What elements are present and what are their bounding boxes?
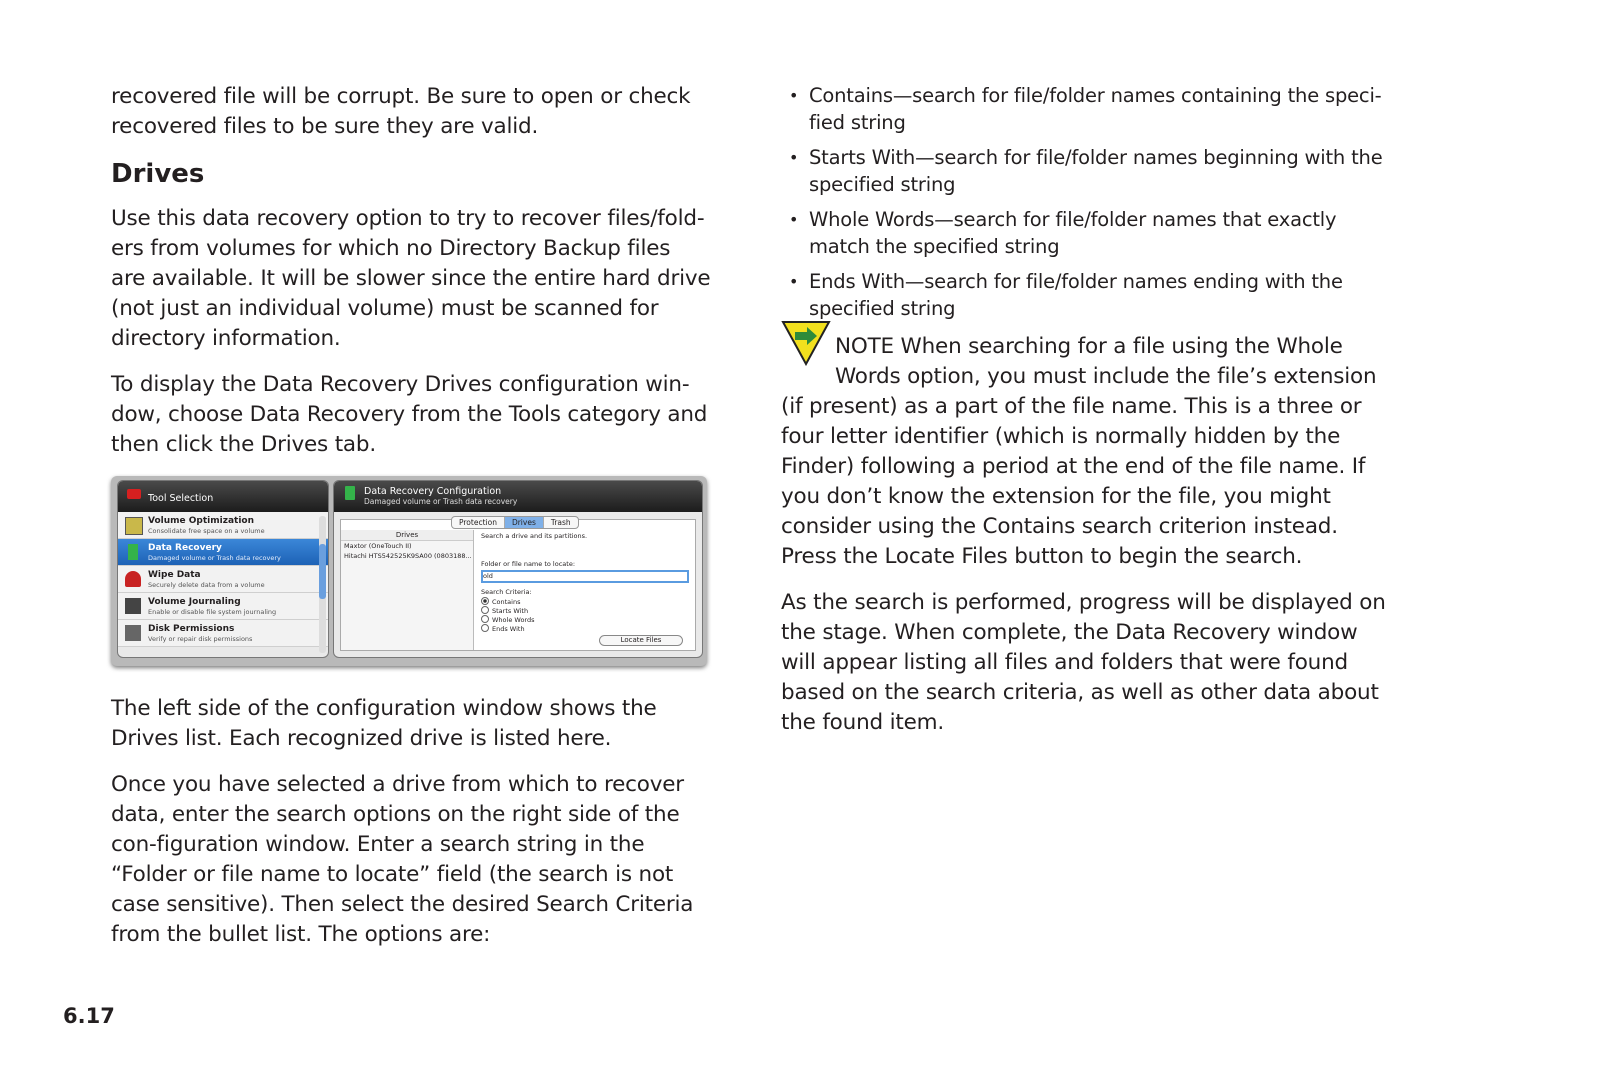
note-block (781, 332, 1391, 572)
tool-item-volume-journaling[interactable] (118, 593, 328, 620)
magnet-icon (125, 571, 141, 587)
config-tabs (451, 516, 579, 529)
tool-name: Wipe Data (148, 570, 201, 580)
paragraph-continued: recovered file will be corrupt. Be sure to open or check recovered files to be sure they are valid. (111, 84, 691, 139)
paragraph-search-progress: As the search is performed, progress will be displayed on the stage. When complete, the Data Recovery window will appear listing all files and folders that were found based on the search criteria, as well as other data about the found item. (781, 590, 1386, 735)
tool-desc: Verify or repair disk permissions (148, 635, 253, 643)
data-recovery-icon (128, 544, 138, 560)
tool-name: Disk Permissions (148, 624, 235, 634)
tool-item-disk-permissions[interactable] (118, 620, 328, 647)
search-criteria-list (781, 82, 1391, 322)
radio-whole-words[interactable]: Whole Words (481, 615, 535, 624)
tool-name: Data Recovery (148, 543, 222, 553)
config-subtitle: Damaged volume or Trash data recovery (364, 497, 518, 506)
tool-selection-title: Tool Selection (148, 493, 214, 504)
folder-name-input[interactable]: old (481, 570, 689, 583)
radio-contains[interactable]: Contains (481, 597, 520, 606)
radio-starts-with[interactable]: Starts With (481, 606, 528, 615)
drive-item[interactable]: Hitachi HTS542525K9SA00 (0803188... (344, 552, 472, 560)
document-icon (345, 486, 355, 500)
list-item: • Starts With—search for file/folder names beginning with the specified string (809, 144, 1391, 198)
toolbox-icon (127, 489, 141, 499)
drives-list-header: Drives (341, 530, 473, 541)
locate-files-button[interactable]: Locate Files (599, 635, 683, 646)
tool-desc: Consolidate free space on a volume (148, 527, 265, 535)
list-item: • Whole Words—search for file/folder names that exactly match the specified string (809, 206, 1391, 260)
tab-drives[interactable]: Drives (505, 517, 544, 528)
tool-list-scrollbar[interactable] (319, 516, 326, 653)
list-item: • Contains—search for file/folder names containing the speci-fied string (809, 82, 1391, 136)
tool-name: Volume Optimization (148, 516, 254, 526)
optimization-icon (125, 517, 143, 535)
drives-list (341, 530, 474, 650)
journaling-icon (125, 598, 141, 614)
left-column (111, 82, 711, 966)
paragraph-left-side: The left side of the configuration window shows the Drives list. Each recognized drive is listed here. (111, 696, 657, 751)
tool-name: Volume Journaling (148, 597, 241, 607)
section-heading-drives: Drives (111, 159, 205, 189)
paragraph-drives-intro: Use this data recovery option to try to recover files/fold-ers from volumes for which no Directory Backup files are available. It will be slower since the entire hard drive (not just an individual volume) must be scanned for directory information. (111, 206, 711, 351)
tool-item-volume-optimization[interactable] (118, 512, 328, 539)
scrollbar-thumb[interactable] (319, 544, 326, 599)
tool-selection-header (118, 481, 328, 512)
drives-configuration-screenshot (111, 476, 707, 666)
note-text: NOTE When searching for a file using the Whole Words option, you must include the file’s extension (if present) as a part of the file name. This is a three or four letter identifier (which is normally hidden by the Finder) following a period at the end of the file name. If you don’t know the extension for the file, you might consider using the Contains search criterion instead. Press the Locate Files button to begin the search. (781, 334, 1377, 569)
tab-trash[interactable]: Trash (550, 518, 571, 527)
note-arrow-icon (781, 320, 831, 366)
search-criteria-label: Search Criteria: (481, 588, 532, 596)
permissions-icon (125, 625, 141, 641)
paragraph-search-options: Once you have selected a drive from which to recover data, enter the search options on the right side of the con-figuration window. Enter a search string in the “Folder or file name to locate” field (the search is not case sensitive). Then select the desired Search Criteria from the bullet list. The options are: (111, 772, 694, 947)
radio-ends-with[interactable]: Ends With (481, 624, 525, 633)
right-column (781, 82, 1391, 754)
tool-desc: Securely delete data from a volume (148, 581, 265, 589)
config-header (334, 481, 702, 512)
tool-selection-panel (117, 480, 329, 658)
paragraph-display-instructions: To display the Data Recovery Drives configuration win-dow, choose Data Recovery from the Tools category and then click the Drives tab. (111, 372, 708, 457)
data-recovery-config-panel (333, 480, 703, 658)
tool-desc: Enable or disable file system journaling (148, 608, 277, 616)
search-instruction: Search a drive and its partitions. (481, 532, 588, 540)
search-options (481, 532, 691, 650)
list-item: • Ends With—search for file/folder names ending with the specified string (809, 268, 1391, 322)
page-number: 6.17 (63, 1004, 115, 1028)
tool-item-wipe-data[interactable] (118, 566, 328, 593)
config-content (340, 519, 696, 651)
field-label: Folder or file name to locate: (481, 560, 576, 568)
drive-item[interactable]: Maxtor (OneTouch II) (344, 542, 412, 550)
config-title: Data Recovery Configuration (364, 486, 502, 497)
tab-protection[interactable]: Protection (452, 517, 505, 528)
tool-desc: Damaged volume or Trash data recovery (148, 554, 281, 562)
tool-item-data-recovery[interactable] (118, 539, 328, 566)
